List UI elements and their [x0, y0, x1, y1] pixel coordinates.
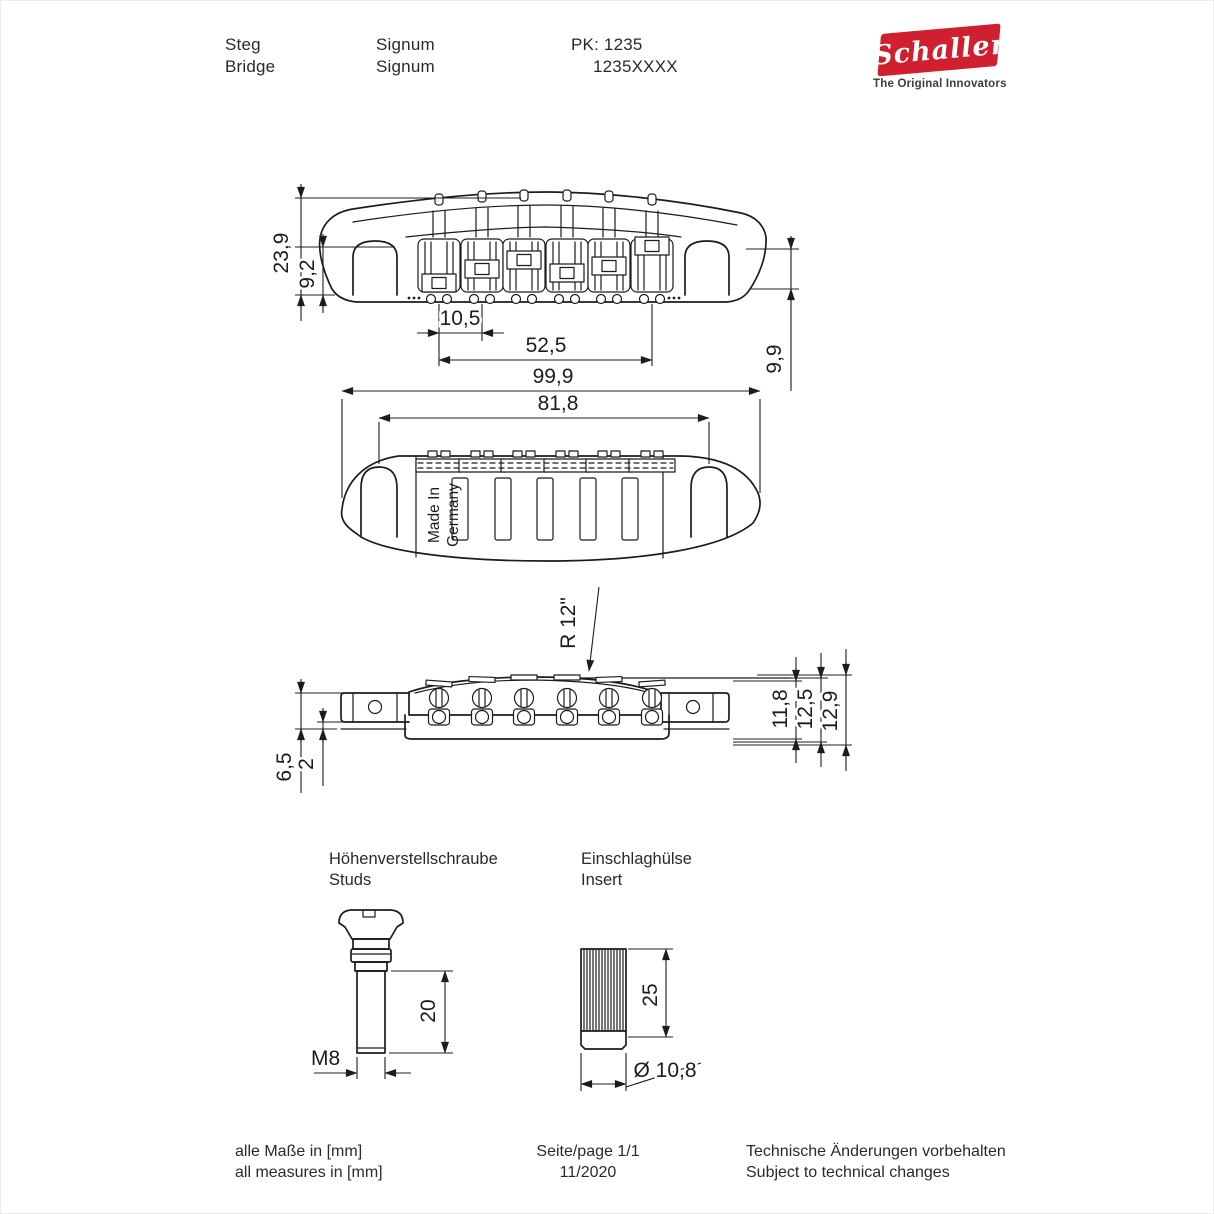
- bottom-view: [342, 451, 760, 561]
- dim-stud-length: 20: [417, 999, 440, 1023]
- part-name-de: Steg: [225, 35, 261, 54]
- saddle: [588, 239, 630, 292]
- logo-brand-text: Schaller: [871, 28, 1007, 72]
- stud-label: [329, 849, 498, 891]
- dim-radius: R 12": [557, 597, 580, 649]
- dim-mount-span: 81,8: [537, 392, 579, 415]
- dim-insert-diameter: Ø 10,8: [633, 1059, 697, 1082]
- footer-page-number: Seite/page 1/1: [536, 1143, 640, 1160]
- dim-stud-thread: M8: [311, 1047, 341, 1070]
- footer-notice-en: Subject to technical changes: [746, 1164, 950, 1181]
- dim-total-height: 23,9: [270, 232, 293, 274]
- saddle: [503, 239, 545, 292]
- footer-date: 11/2020: [559, 1164, 617, 1181]
- footer-page: [513, 1141, 663, 1183]
- string-clamps: [429, 709, 663, 725]
- string-posts: [433, 190, 658, 237]
- mount-slot-right: [691, 467, 727, 537]
- stud-label-de: Höhenverstellschraube: [329, 850, 498, 868]
- dim-plate-thickness: 2: [295, 758, 318, 770]
- stud-label-en: Studs: [329, 871, 372, 889]
- made-in-line1: Made In: [426, 486, 443, 544]
- product-name-de: Signum: [376, 35, 435, 54]
- saddle: [461, 239, 503, 292]
- saddle-row-plan: [416, 451, 675, 472]
- logo-tagline: The Original Innovators: [873, 78, 1007, 90]
- footer-units-en: all measures in [mm]: [235, 1164, 383, 1181]
- dim-saddle-height: 9,2: [296, 259, 319, 289]
- dim-total-width: 99,9: [532, 365, 574, 388]
- saddles-front: [418, 237, 673, 292]
- product-name-en: Signum: [376, 57, 435, 76]
- dim-end-height: 9,9: [763, 344, 786, 374]
- footer-units-de: alle Maße in [mm]: [235, 1143, 363, 1160]
- string-slot-right: [685, 241, 729, 295]
- dim-base-height: 6,5: [273, 752, 296, 782]
- insert-label-en: Insert: [581, 871, 623, 889]
- insert-drawing: [581, 949, 701, 1091]
- dim-height-mid: 12,5: [794, 688, 817, 730]
- saddle: [631, 237, 673, 292]
- plan-slots: [452, 478, 638, 540]
- dim-outer-saddle-span: 52,5: [525, 334, 567, 357]
- part-name-en: Bridge: [225, 57, 276, 76]
- insert-label: [581, 849, 692, 891]
- stud-drawing: [311, 910, 453, 1079]
- part-number-full: 1235XXXX: [593, 57, 678, 76]
- saddle: [418, 239, 460, 292]
- dim-height-max: 12,9: [819, 690, 842, 732]
- dim-height-min: 11,8: [769, 689, 792, 729]
- dim-saddle-spacing: 10,5: [439, 307, 481, 330]
- mount-slot-left: [361, 467, 397, 537]
- made-in-line2: Germany: [445, 483, 462, 547]
- knurling: [584, 950, 623, 1030]
- part-number-pk: PK: 1235: [571, 35, 643, 54]
- footer-notice-de: Technische Änderungen vorbehalten: [746, 1143, 1006, 1160]
- insert-label-de: Einschlaghülse: [581, 850, 692, 868]
- dim-insert-length: 25: [639, 983, 662, 1007]
- footer-notice: [746, 1141, 1006, 1183]
- side-view: [341, 587, 791, 739]
- saddle: [546, 239, 588, 292]
- technical-drawing: [1, 1, 1214, 1214]
- mount-hole-right: [687, 701, 700, 714]
- intonation-screws: [430, 689, 662, 708]
- footer-units: [235, 1141, 383, 1183]
- string-slot-left: [353, 241, 397, 295]
- mount-hole-left: [369, 701, 382, 714]
